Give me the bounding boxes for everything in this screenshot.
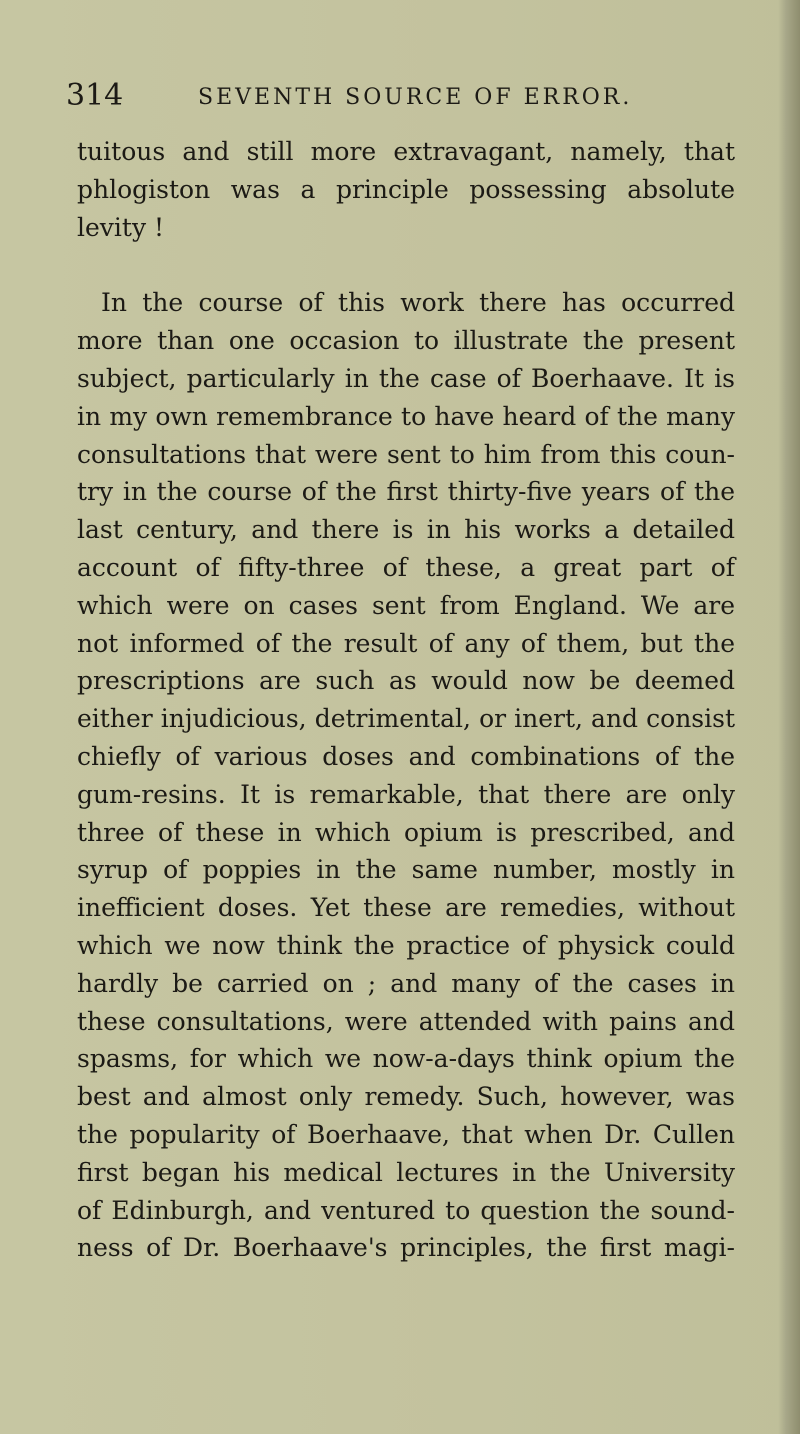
text-line: consultations that were sent to him from this coun- (77, 439, 735, 469)
text-line: not informed of the result of any of them, but the (77, 628, 735, 658)
text-line: spasms, for which we now-a-days think opium the (77, 1044, 735, 1074)
running-head (66, 76, 746, 120)
text-line: three of these in which opium is prescribed, and (77, 817, 735, 847)
text-line: subject, particularly in the case of Boerhaave. It is (77, 363, 735, 393)
text-line: best and almost only remedy. Such, however, was (77, 1082, 735, 1112)
text-line: tuitous and still more extravagant, namely, that (77, 137, 735, 166)
text-line: chiefly of various doses and combinations of the (77, 741, 735, 771)
text-line: either injudicious, detrimental, or inert, and consist (77, 704, 735, 734)
text-line: syrup of poppies in the same number, mostly in (77, 855, 735, 885)
page-number: 314 (66, 78, 124, 113)
text-line: these consultations, were attended with pains and (77, 1006, 735, 1036)
body-text (77, 133, 735, 1267)
paragraph (77, 284, 735, 1267)
running-title: SEVENTH SOURCE OF ERROR. (198, 85, 633, 110)
text-line: prescriptions are such as would now be deemed (77, 666, 735, 696)
text-line: levity ! (77, 212, 165, 242)
text-line: gum-resins. It is remarkable, that there are only (77, 779, 735, 809)
text-line: account of fifty-three of these, a great part of (77, 552, 735, 582)
text-line: inefficient doses. Yet these are remedies, without (77, 893, 735, 923)
text-line: hardly be carried on ; and many of the cases in (77, 968, 735, 998)
text-line: which were on cases sent from England. We are (77, 590, 735, 620)
text-line: first began his medical lectures in the University (77, 1157, 735, 1187)
text-line: last century, and there is in his works a detailed (77, 515, 735, 545)
text-line: ness of Dr. Boerhaave's principles, the first magi- (77, 1233, 735, 1263)
text-line: in my own remembrance to have heard of the many (77, 401, 735, 431)
text-line: of Edinburgh, and ventured to question the sound- (77, 1195, 735, 1225)
paragraph-gap (77, 246, 735, 284)
text-line: try in the course of the first thirty-five years of the (77, 477, 735, 507)
text-line: In the course of this work there has occurred (101, 288, 735, 318)
paragraph (77, 133, 735, 246)
text-line: phlogiston was a principle possessing absolute (77, 174, 735, 204)
text-line: which we now think the practice of physick could (77, 930, 735, 960)
page-edge-shadow (778, 0, 800, 1434)
text-line: the popularity of Boerhaave, that when Dr. Cullen (77, 1119, 735, 1149)
text-line: more than one occasion to illustrate the present (77, 326, 735, 356)
